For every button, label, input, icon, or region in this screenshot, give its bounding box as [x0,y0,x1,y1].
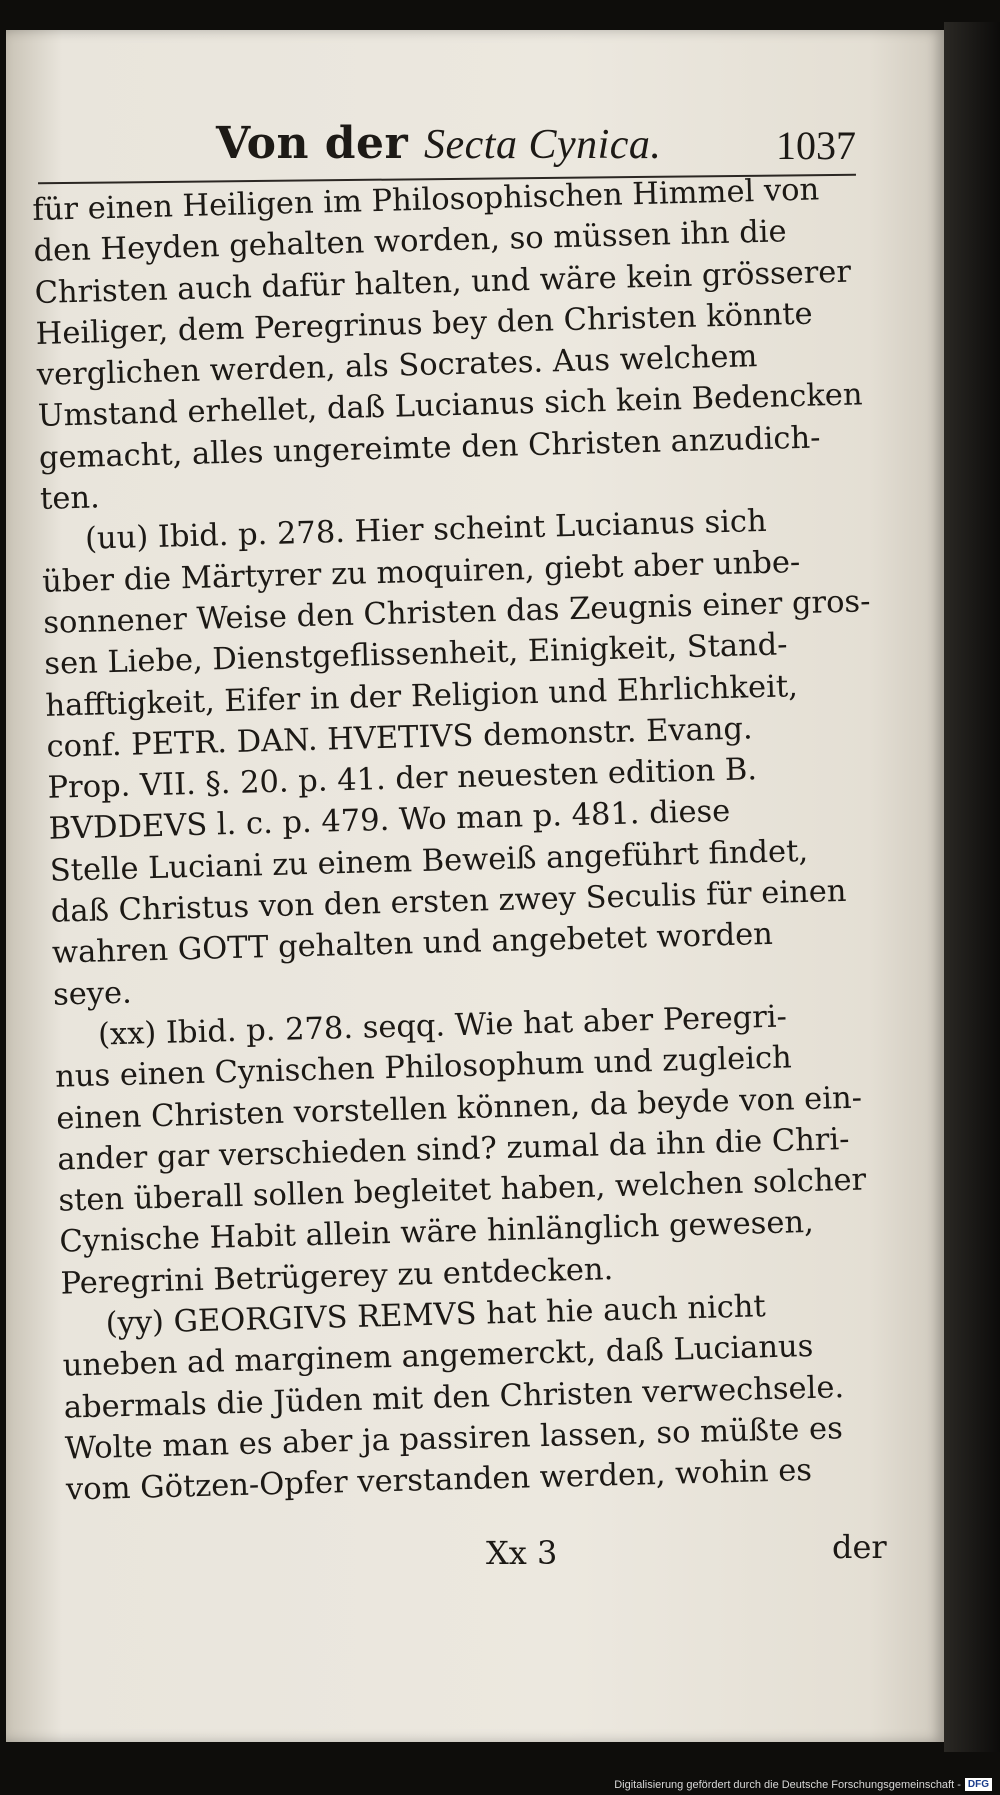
text-line: Stelle Luciani zu einem Beweiß angeführt findet, [49,833,809,889]
running-header [216,118,856,178]
text-line: conf. PETR. DAN. HVETIVS demonstr. Evang. [46,711,754,765]
text-line: sen Liebe, Dienstgeflissenheit, Einigkeit, Stand- [43,627,788,683]
text-line: Prop. VII. §. 20. p. 41. der neuesten edition B. [47,752,758,806]
text-line: nus einen Cynischen Philosophum und zugleich [54,1040,793,1095]
text-line: Christen auch dafür halten, und wäre kein grösserer [34,254,852,311]
running-title-italic: Secta Cynica. [424,122,662,168]
text-line: Umstand erhellet, daß Lucianus sich kein Bedencken [37,377,863,435]
text-line: uneben ad marginem angemerckt, daß Lucianus [62,1329,814,1384]
text-line: Heiliger, dem Peregrinus bey den Christen könnte [35,296,814,352]
text-line: Cynische Habit allein wäre hinlänglich gewesen, [59,1205,815,1261]
text-line: verglichen werden, als Socrates. Aus welchem [36,339,758,394]
text-line: Wolte man es aber ja passiren lassen, so müßte es [64,1411,844,1467]
text-line: Peregrini Betrügerey zu entdecken. [60,1251,614,1302]
credit-text: Digitalisierung gefördert durch die Deutsche Forschungsgemeinschaft - [614,1778,961,1791]
digitization-credit [614,1778,992,1791]
text-line: sten überall sollen begleitet haben, welchen solcher [58,1162,867,1219]
text-line: über die Märtyrer zu moquiren, giebt aber unbe- [41,544,801,600]
dfg-logo: DFG [965,1778,992,1791]
book-page [6,30,944,1742]
text-line: einen Christen vorstellen können, da beyde von ein- [55,1080,863,1137]
text-line: BVDDEVS l. c. p. 479. Wo man p. 481. diese [48,794,731,848]
signature-mark: Xx 3 [486,1534,558,1572]
text-line: abermals die Jüden mit den Christen verwechsele. [63,1369,845,1426]
book-edge [944,22,1000,1752]
text-line: daß Christus von den ersten zwey Seculis für einen [50,873,847,930]
text-line: ander gar verschieden sind? zumal da ihn die Chri- [56,1121,850,1178]
text-line: (yy) GEORGIVS REMVS hat hie auch nicht [105,1289,767,1342]
running-title-prefix: Von der [216,118,425,169]
text-line: sonnener Weise den Christen das Zeugnis einer gros- [42,584,871,641]
page-number: 1037 [776,123,856,168]
text-line: für einen Heiligen im Philosophischen Himmel von [32,172,820,228]
text-line: hafftigkeit, Eifer in der Religion und Ehrlichkeit, [45,668,799,724]
text-line: ten. [39,480,101,517]
text-line: den Heyden gehalten worden, so müssen ihn die [33,214,788,270]
catchword: der [832,1528,887,1566]
text-line: wahren GOTT gehalten und angebetet worden [51,917,774,972]
running-title [216,118,661,169]
page-footer [0,1528,944,1584]
text-line: seye. [52,975,133,1013]
text-line: gemacht, alles ungereimte den Christen anzudich- [38,420,821,476]
body-text [32,168,906,1511]
text-line: (xx) Ibid. p. 278. seqq. Wie hat aber Peregri- [97,999,788,1053]
text-line: (uu) Ibid. p. 278. Hier scheint Lucianus sich [84,504,768,558]
text-line: vom Götzen-Opfer verstanden werden, wohin es [65,1453,813,1508]
